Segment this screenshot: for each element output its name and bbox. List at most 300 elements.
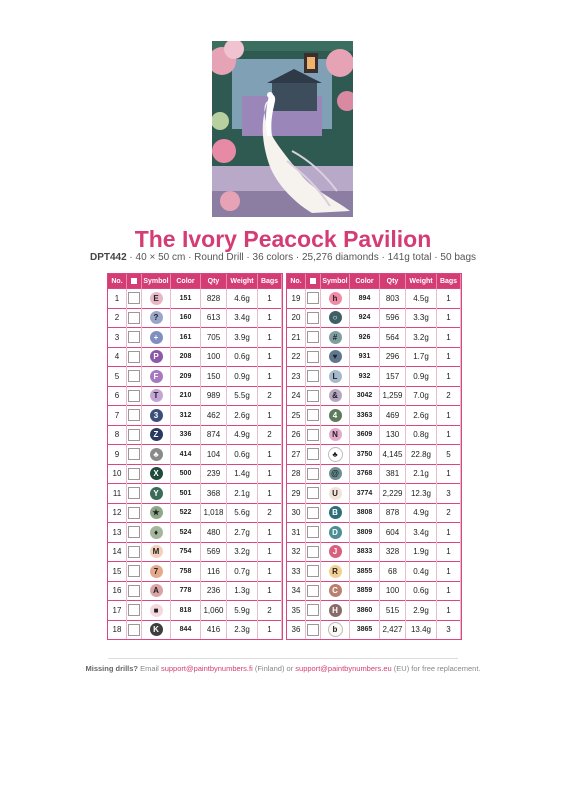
checkbox[interactable] <box>128 585 140 597</box>
weight: 3.9g <box>227 328 258 348</box>
symbol-cell <box>142 386 171 406</box>
email-link-eu[interactable]: support@paintbynumbers.eu <box>295 664 392 673</box>
color-code: 758 <box>171 562 201 582</box>
symbol-cell <box>142 425 171 445</box>
weight: 5.9g <box>227 601 258 621</box>
symbol-badge: D <box>329 526 342 539</box>
symbol-badge: ♦ <box>150 526 163 539</box>
checkbox[interactable] <box>128 429 140 441</box>
symbol-badge: B <box>329 506 342 519</box>
row-number: 34 <box>287 581 306 601</box>
bags: 1 <box>258 464 282 484</box>
checkbox[interactable] <box>128 604 140 616</box>
row-number: 10 <box>108 464 127 484</box>
weight: 4.9g <box>227 425 258 445</box>
quantity: 480 <box>201 523 227 543</box>
weight: 2.7g <box>227 523 258 543</box>
table-row <box>287 620 461 639</box>
row-number: 5 <box>108 367 127 387</box>
checkbox-header-icon <box>131 278 137 284</box>
checkbox[interactable] <box>128 565 140 577</box>
checkbox[interactable] <box>307 565 319 577</box>
row-checkbox-cell[interactable] <box>306 484 321 504</box>
weight: 2.1g <box>227 484 258 504</box>
symbol-badge: H <box>329 604 342 617</box>
table-row <box>108 367 282 387</box>
symbol-badge: K <box>150 623 163 636</box>
row-number: 1 <box>108 289 127 309</box>
quantity: 878 <box>380 503 406 523</box>
checkbox[interactable] <box>128 312 140 324</box>
bags: 1 <box>258 542 282 562</box>
checkbox[interactable] <box>307 507 319 519</box>
table-row <box>287 503 461 523</box>
row-checkbox-cell[interactable] <box>127 620 142 639</box>
weight: 1.3g <box>227 581 258 601</box>
row-checkbox-cell[interactable] <box>306 562 321 582</box>
color-code: 778 <box>171 581 201 601</box>
color-code: 926 <box>350 328 380 348</box>
weight: 22.8g <box>406 445 437 465</box>
color-code: 3860 <box>350 601 380 621</box>
row-number: 27 <box>287 445 306 465</box>
color-code: 522 <box>171 503 201 523</box>
symbol-badge: P <box>150 350 163 363</box>
header-color: Color <box>350 274 380 289</box>
row-number: 11 <box>108 484 127 504</box>
row-checkbox-cell[interactable] <box>127 425 142 445</box>
symbol-badge: X <box>150 467 163 480</box>
row-number: 3 <box>108 328 127 348</box>
symbol-cell <box>321 484 350 504</box>
table-row <box>287 406 461 426</box>
color-code: 894 <box>350 289 380 309</box>
bags: 1 <box>437 425 461 445</box>
symbol-badge: M <box>150 545 163 558</box>
weight: 12.3g <box>406 484 437 504</box>
row-checkbox-cell[interactable] <box>306 367 321 387</box>
email-link-finland[interactable]: support@paintbynumbers.fi <box>160 664 253 673</box>
symbol-badge: 7 <box>150 565 163 578</box>
symbol-badge: Y <box>150 487 163 500</box>
quantity: 989 <box>201 386 227 406</box>
weight: 5.6g <box>227 503 258 523</box>
header-checkbox <box>306 274 321 289</box>
symbol-cell <box>321 386 350 406</box>
checkbox[interactable] <box>307 468 319 480</box>
table-row <box>108 503 282 523</box>
quantity: 416 <box>201 620 227 639</box>
checkbox[interactable] <box>307 604 319 616</box>
color-code: 931 <box>350 347 380 367</box>
quantity: 100 <box>380 581 406 601</box>
row-checkbox-cell[interactable] <box>306 620 321 639</box>
row-checkbox-cell[interactable] <box>127 562 142 582</box>
quantity: 705 <box>201 328 227 348</box>
header-symbol: Symbol <box>321 274 350 289</box>
bags: 2 <box>437 503 461 523</box>
row-checkbox-cell[interactable] <box>127 601 142 621</box>
quantity: 874 <box>201 425 227 445</box>
product-details: · 40 × 50 cm · Round Drill · 36 colors · 25,276 diamonds · 141g total · 50 bags <box>126 252 477 263</box>
symbol-badge: 4 <box>329 409 342 422</box>
row-number: 4 <box>108 347 127 367</box>
checkbox[interactable] <box>307 624 319 636</box>
weight: 7.0g <box>406 386 437 406</box>
row-number: 6 <box>108 386 127 406</box>
peacock-artwork <box>212 41 353 217</box>
row-checkbox-cell[interactable] <box>127 406 142 426</box>
table-row <box>287 347 461 367</box>
footer-note <box>0 664 566 673</box>
row-number: 35 <box>287 601 306 621</box>
row-checkbox-cell[interactable] <box>306 464 321 484</box>
color-code: 924 <box>350 308 380 328</box>
table-row <box>287 425 461 445</box>
table-row <box>287 367 461 387</box>
checkbox[interactable] <box>128 409 140 421</box>
weight: 0.4g <box>406 562 437 582</box>
symbol-cell <box>142 464 171 484</box>
symbol-badge: ♣ <box>328 447 343 462</box>
row-checkbox-cell[interactable] <box>306 328 321 348</box>
quantity: 1,018 <box>201 503 227 523</box>
symbol-cell <box>321 367 350 387</box>
weight: 3.2g <box>227 542 258 562</box>
quantity: 68 <box>380 562 406 582</box>
checkbox-header-icon <box>310 278 316 284</box>
header-symbol: Symbol <box>142 274 171 289</box>
symbol-cell <box>321 445 350 465</box>
table-row <box>287 308 461 328</box>
row-checkbox-cell[interactable] <box>127 308 142 328</box>
bags: 1 <box>437 464 461 484</box>
row-number: 30 <box>287 503 306 523</box>
quantity: 116 <box>201 562 227 582</box>
symbol-cell <box>321 289 350 309</box>
bags: 1 <box>437 562 461 582</box>
symbol-cell <box>321 425 350 445</box>
symbol-cell <box>321 620 350 639</box>
table-row <box>287 445 461 465</box>
bags: 1 <box>258 523 282 543</box>
row-checkbox-cell[interactable] <box>306 425 321 445</box>
checkbox[interactable] <box>128 546 140 558</box>
quantity: 236 <box>201 581 227 601</box>
bags: 2 <box>258 601 282 621</box>
weight: 3.4g <box>227 308 258 328</box>
header-bags: Bags <box>437 274 461 289</box>
checkbox[interactable] <box>128 448 140 460</box>
row-checkbox-cell[interactable] <box>127 581 142 601</box>
symbol-cell <box>321 542 350 562</box>
quantity: 328 <box>380 542 406 562</box>
color-code: 932 <box>350 367 380 387</box>
row-checkbox-cell[interactable] <box>127 445 142 465</box>
row-checkbox-cell[interactable] <box>127 503 142 523</box>
symbol-badge: Z <box>150 428 163 441</box>
color-code: 3363 <box>350 406 380 426</box>
bags: 5 <box>437 445 461 465</box>
row-number: 21 <box>287 328 306 348</box>
symbol-cell <box>142 542 171 562</box>
row-number: 14 <box>108 542 127 562</box>
color-code: 209 <box>171 367 201 387</box>
weight: 0.6g <box>406 581 437 601</box>
checkbox[interactable] <box>128 526 140 538</box>
symbol-cell <box>321 308 350 328</box>
row-checkbox-cell[interactable] <box>306 503 321 523</box>
quantity: 569 <box>201 542 227 562</box>
row-number: 16 <box>108 581 127 601</box>
symbol-cell <box>321 406 350 426</box>
weight: 4.6g <box>227 289 258 309</box>
table-row <box>108 328 282 348</box>
checkbox[interactable] <box>307 409 319 421</box>
weight: 1.9g <box>406 542 437 562</box>
quantity: 2,229 <box>380 484 406 504</box>
row-checkbox-cell[interactable] <box>306 289 321 309</box>
color-code: 161 <box>171 328 201 348</box>
symbol-badge: J <box>329 545 342 558</box>
row-number: 29 <box>287 484 306 504</box>
symbol-badge: E <box>150 292 163 305</box>
checkbox[interactable] <box>307 351 319 363</box>
quantity: 4,145 <box>380 445 406 465</box>
row-number: 26 <box>287 425 306 445</box>
weight: 0.8g <box>406 425 437 445</box>
quantity: 239 <box>201 464 227 484</box>
table-row <box>287 464 461 484</box>
checkbox[interactable] <box>128 351 140 363</box>
row-checkbox-cell[interactable] <box>127 328 142 348</box>
row-checkbox-cell[interactable] <box>127 367 142 387</box>
symbol-cell <box>321 523 350 543</box>
color-code: 210 <box>171 386 201 406</box>
footer-text: Email <box>138 664 161 673</box>
bags: 1 <box>437 328 461 348</box>
row-number: 32 <box>287 542 306 562</box>
quantity: 462 <box>201 406 227 426</box>
bags: 2 <box>258 503 282 523</box>
symbol-cell <box>142 347 171 367</box>
table-row <box>287 484 461 504</box>
row-checkbox-cell[interactable] <box>306 542 321 562</box>
quantity: 803 <box>380 289 406 309</box>
checkbox[interactable] <box>307 390 319 402</box>
checkbox[interactable] <box>307 370 319 382</box>
table-row <box>287 581 461 601</box>
quantity: 100 <box>201 347 227 367</box>
table-row <box>287 386 461 406</box>
bags: 3 <box>437 484 461 504</box>
symbol-badge: ♣ <box>150 448 163 461</box>
color-table-right <box>286 273 462 640</box>
row-checkbox-cell[interactable] <box>127 484 142 504</box>
checkbox[interactable] <box>307 312 319 324</box>
color-code: 3833 <box>350 542 380 562</box>
checkbox[interactable] <box>128 390 140 402</box>
bags: 1 <box>258 562 282 582</box>
row-checkbox-cell[interactable] <box>306 347 321 367</box>
table-row <box>108 542 282 562</box>
color-code: 312 <box>171 406 201 426</box>
symbol-cell <box>142 406 171 426</box>
symbol-badge: L <box>329 370 342 383</box>
checkbox[interactable] <box>307 448 319 460</box>
table-row <box>108 562 282 582</box>
symbol-badge: C <box>329 584 342 597</box>
weight: 3.4g <box>406 523 437 543</box>
bags: 2 <box>437 386 461 406</box>
table-row <box>287 289 461 309</box>
symbol-badge: + <box>150 331 163 344</box>
bags: 1 <box>258 445 282 465</box>
quantity: 2,427 <box>380 620 406 639</box>
bags: 3 <box>437 620 461 639</box>
color-code: 844 <box>171 620 201 639</box>
quantity: 613 <box>201 308 227 328</box>
bags: 1 <box>258 620 282 639</box>
color-code: 3042 <box>350 386 380 406</box>
weight: 13.4g <box>406 620 437 639</box>
checkbox[interactable] <box>307 546 319 558</box>
table-row <box>108 406 282 426</box>
weight: 0.6g <box>227 445 258 465</box>
color-code: 501 <box>171 484 201 504</box>
checkbox[interactable] <box>307 526 319 538</box>
row-checkbox-cell[interactable] <box>127 542 142 562</box>
checkbox[interactable] <box>307 292 319 304</box>
quantity: 596 <box>380 308 406 328</box>
symbol-cell <box>142 562 171 582</box>
color-code: 151 <box>171 289 201 309</box>
row-number: 2 <box>108 308 127 328</box>
checkbox[interactable] <box>128 292 140 304</box>
color-code: 208 <box>171 347 201 367</box>
bags: 2 <box>258 425 282 445</box>
symbol-badge: N <box>329 428 342 441</box>
header-qty: Qty <box>201 274 227 289</box>
row-checkbox-cell[interactable] <box>306 406 321 426</box>
color-code: 3809 <box>350 523 380 543</box>
row-checkbox-cell[interactable] <box>306 523 321 543</box>
bags: 1 <box>258 406 282 426</box>
checkbox[interactable] <box>128 468 140 480</box>
row-checkbox-cell[interactable] <box>306 308 321 328</box>
header-checkbox <box>127 274 142 289</box>
checkbox[interactable] <box>128 624 140 636</box>
checkbox[interactable] <box>307 429 319 441</box>
bags: 1 <box>437 601 461 621</box>
symbol-badge: ■ <box>150 604 163 617</box>
table-row <box>287 601 461 621</box>
weight: 3.2g <box>406 328 437 348</box>
table-row <box>108 464 282 484</box>
row-number: 18 <box>108 620 127 639</box>
table-row <box>287 523 461 543</box>
row-number: 22 <box>287 347 306 367</box>
row-checkbox-cell[interactable] <box>127 464 142 484</box>
checkbox[interactable] <box>128 487 140 499</box>
checkbox[interactable] <box>128 331 140 343</box>
symbol-badge: F <box>150 370 163 383</box>
checkbox[interactable] <box>128 370 140 382</box>
table-row <box>287 542 461 562</box>
symbol-badge: U <box>329 487 342 500</box>
table-row <box>108 386 282 406</box>
color-code: 414 <box>171 445 201 465</box>
row-checkbox-cell[interactable] <box>306 445 321 465</box>
row-checkbox-cell[interactable] <box>306 581 321 601</box>
checkbox[interactable] <box>307 331 319 343</box>
table-row <box>108 289 282 309</box>
bags: 2 <box>258 386 282 406</box>
checkbox[interactable] <box>307 487 319 499</box>
checkbox[interactable] <box>128 507 140 519</box>
color-code: 3808 <box>350 503 380 523</box>
row-number: 19 <box>287 289 306 309</box>
checkbox[interactable] <box>307 585 319 597</box>
header-no: No. <box>108 274 127 289</box>
footer-text: (EU) for free replacement. <box>391 664 481 673</box>
symbol-cell <box>142 328 171 348</box>
row-number: 15 <box>108 562 127 582</box>
weight: 5.5g <box>227 386 258 406</box>
row-checkbox-cell[interactable] <box>127 289 142 309</box>
header-weight: Weight <box>227 274 258 289</box>
row-checkbox-cell[interactable] <box>127 347 142 367</box>
bags: 1 <box>258 347 282 367</box>
bags: 1 <box>437 367 461 387</box>
table-row <box>108 484 282 504</box>
row-checkbox-cell[interactable] <box>306 601 321 621</box>
bags: 1 <box>258 328 282 348</box>
symbol-cell <box>142 503 171 523</box>
header-qty: Qty <box>380 274 406 289</box>
quantity: 1,060 <box>201 601 227 621</box>
footer-lead: Missing drills? <box>85 664 139 673</box>
weight: 1.7g <box>406 347 437 367</box>
header-weight: Weight <box>406 274 437 289</box>
quantity: 381 <box>380 464 406 484</box>
color-code: 3750 <box>350 445 380 465</box>
row-checkbox-cell[interactable] <box>306 386 321 406</box>
symbol-cell <box>142 445 171 465</box>
symbol-badge: ★ <box>150 506 163 519</box>
symbol-badge: A <box>150 584 163 597</box>
quantity: 104 <box>201 445 227 465</box>
table-row <box>108 523 282 543</box>
weight: 2.6g <box>406 406 437 426</box>
bags: 1 <box>437 581 461 601</box>
row-checkbox-cell[interactable] <box>127 386 142 406</box>
color-code: 3774 <box>350 484 380 504</box>
symbol-cell <box>142 289 171 309</box>
symbol-cell <box>321 562 350 582</box>
symbol-badge: T <box>150 389 163 402</box>
row-checkbox-cell[interactable] <box>127 523 142 543</box>
color-code: 524 <box>171 523 201 543</box>
product-code: DPT442 <box>89 252 127 263</box>
symbol-cell <box>321 601 350 621</box>
row-number: 20 <box>287 308 306 328</box>
row-number: 25 <box>287 406 306 426</box>
row-number: 31 <box>287 523 306 543</box>
bags: 1 <box>437 308 461 328</box>
symbol-badge: ♥ <box>329 350 342 363</box>
color-code: 3865 <box>350 620 380 639</box>
